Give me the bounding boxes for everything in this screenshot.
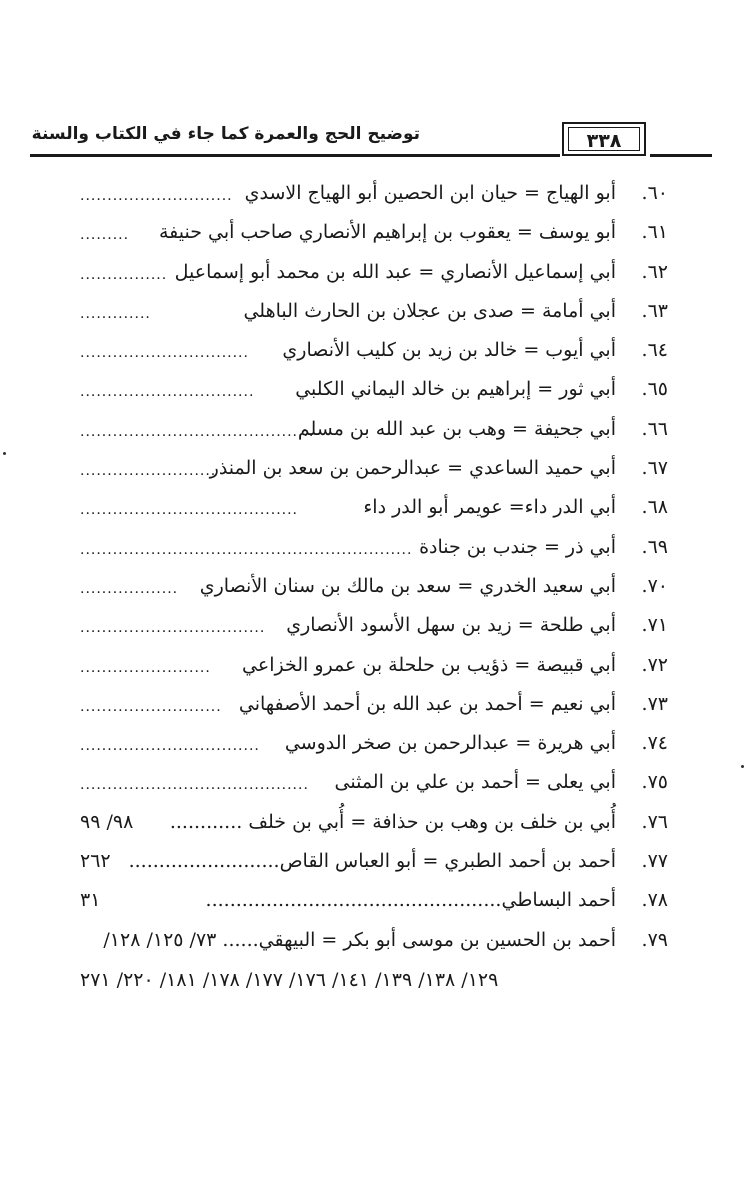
entry-number: ٦٥. [641,378,668,401]
entry-text: أبي أيوب = خالد بن زيد بن كليب الأنصاري [282,339,616,362]
entry-text: أبي قبيصة = ذؤيب بن حلحلة بن عمرو الخزاعي [242,653,616,676]
entry-leader: ........................................... [80,423,315,440]
entry-leader: ............................ [80,188,233,204]
index-entry [80,219,668,258]
entry-text: أبو يوسف = يعقوب بن إبراهيم الأنصاري صاحب أبي حنيفة [158,221,616,244]
entry-text: أبي هريرة = عبدالرحمن بن صخر الدوسي [284,732,616,755]
index-entry [80,534,668,573]
entry-number: ٧٧. [641,850,668,873]
entry-text: أبي ثور = إبراهيم بن خالد اليماني الكلبي [295,378,616,401]
entry-number: ٦٠. [641,182,668,204]
entry-number: ٧١. [641,614,668,637]
margin-mark [3,452,6,455]
entry-text: أحمد بن أحمد الطبري = أبو العباس القاص......................... [128,850,616,873]
index-entry [80,927,668,991]
entry-text: أبي أمامة = صدى بن عجلان بن الحارث الباهلي [243,299,616,322]
entry-text: أبي جحيفة = وهب بن عبد الله بن مسلم [297,417,616,440]
entry-number: ٧٦. [641,810,668,833]
index-entry [80,455,668,494]
entry-leader: ......................... [80,463,217,480]
index-entry [80,730,668,769]
entry-number: ٧٨. [641,889,668,912]
entry-text: أحمد بن الحسين بن موسى أبو بكر = البيهقي...... ٧٣/ ١٢٥/ ١٢٨/ [103,928,616,951]
entry-leader: .......................... [80,698,222,715]
entry-number: ٧٠. [641,574,668,597]
index-entry [80,809,668,848]
entry-leader: .................................. [80,620,266,637]
entry-pages: ٢٦٢ [80,850,111,873]
entry-leader: ............................... [80,345,249,362]
entry-leader: ................................. [80,738,260,755]
entry-text: أحمد البساطي................................................. [205,889,616,912]
entry-leader: ............................................................. [80,541,413,558]
entry-text: أُبي بن خلف بن وهب بن حذافة = أُبي بن خلف ............ [169,810,616,833]
entry-text: أبي إسماعيل الأنصاري = عبد الله بن محمد أبو إسماعيل [174,260,616,283]
index-entry [80,612,668,651]
entry-number: ٦٨. [641,496,668,519]
entry-leader: ................................ [80,384,255,401]
index-list [80,180,668,991]
index-entry [80,259,668,298]
index-entry [80,298,668,337]
index-entry [80,494,668,533]
entry-number: ٧٩. [641,928,668,951]
index-entry [80,416,668,455]
entry-text: أبي يعلى = أحمد بن علي بن المثنى [334,771,616,794]
entry-leader: ................ [80,266,168,283]
index-entry [80,180,668,219]
entry-text: أبي طلحة = زيد بن سهل الأسود الأنصاري [286,614,616,637]
entry-number: ٦٦. [641,417,668,440]
entry-number: ٦٢. [641,260,668,283]
index-entry [80,769,668,808]
entry-number: ٧٥. [641,771,668,794]
entry-pages: ٣١ [80,889,101,912]
entry-number: ٦١. [641,221,668,244]
entry-leader: ........................................ [80,502,299,519]
entry-leader: ......... [80,227,130,244]
entry-number: ٦٩. [641,535,668,558]
running-header [30,120,712,164]
page-number: ٣٣٨ [568,127,640,151]
entry-number: ٧٣. [641,692,668,715]
entry-leader: .......................................... [80,777,309,794]
entry-number: ٦٤. [641,339,668,362]
index-entry [80,691,668,730]
page-number-box [562,122,646,156]
index-entry [80,573,668,612]
entry-pages-continuation: ١٢٩/ ١٣٨/ ١٣٩/ ١٤١/ ١٧٦/ ١٧٧/ ١٧٨/ ١٨١/ ٢٢٠/ ٢٧١ [80,968,499,991]
header-rule-right [650,154,712,157]
entry-text: أبي سعيد الخدري = سعد بن مالك بن سنان الأنصاري [199,574,616,597]
entry-leader: ............. [80,305,151,322]
entry-number: ٧٤. [641,732,668,755]
book-title: توضيح الحج والعمرة كما جاء في الكتاب والسنة [31,124,420,144]
entry-text: أبي نعيم = أحمد بن عبد الله بن أحمد الأصفهاني [238,692,616,715]
entry-text: أبي ذر = جندب بن جنادة [419,535,616,558]
index-entry [80,652,668,691]
entry-leader: .................. [80,580,179,597]
index-entry [80,376,668,415]
entry-text: أبي حميد الساعدي = عبدالرحمن بن سعد بن المنذر [209,457,616,480]
entry-number: ٦٧. [641,457,668,480]
index-entry [80,337,668,376]
header-rule-left [30,154,560,157]
entry-pages: ٩٨/ ٩٩ [80,810,134,833]
index-entry [80,848,668,887]
entry-number: ٧٢. [641,653,668,676]
entry-text: أبي الدر داء= عويمر أبو الدر داء [363,496,616,519]
entry-leader: ........................ [80,659,211,676]
margin-mark [741,765,744,768]
index-entry [80,887,668,926]
entry-number: ٦٣. [641,299,668,322]
entry-text: أبو الهياج = حيان ابن الحصين أبو الهياج الاسدي [244,182,616,204]
